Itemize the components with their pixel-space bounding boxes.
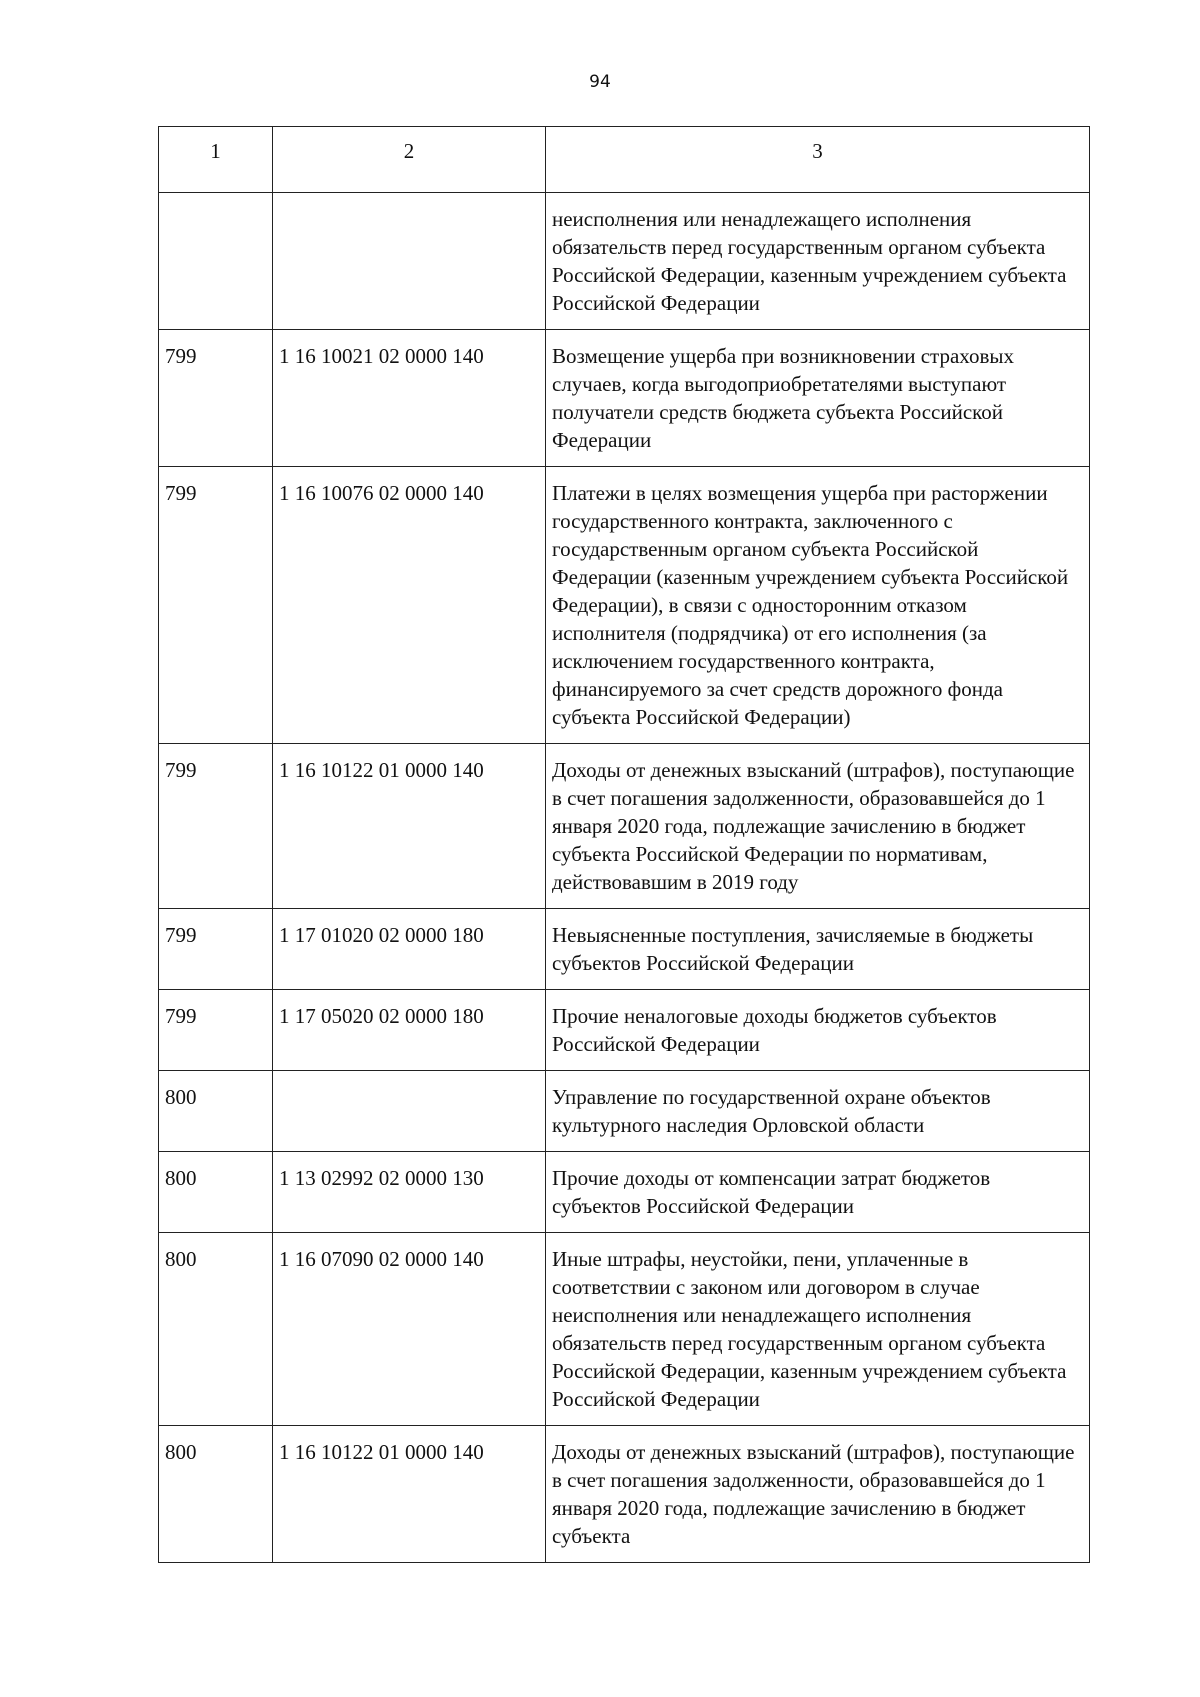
header-col-2: 2 [273,127,546,193]
table-row [159,193,1090,330]
admin-code-cell [159,193,273,330]
admin-code-cell: 799 [159,744,273,909]
budget-code-cell: 1 16 10122 01 0000 140 [273,744,546,909]
table-row [159,1426,1090,1563]
table-row [159,467,1090,744]
budget-code-cell [273,1071,546,1152]
budget-code-cell: 1 13 02992 02 0000 130 [273,1152,546,1233]
description-cell: Доходы от денежных взысканий (штрафов), поступающие в счет погашения задолженности, образовавшейся до 1 января 2020 года, подлежащие зачислению в бюджет субъекта Российской Федерации по нормативам, действовавшим в 2019 году [546,744,1090,909]
page-number: 94 [589,72,611,92]
table-row [159,744,1090,909]
description-cell: Управление по государственной охране объектов культурного наследия Орловской области [546,1071,1090,1152]
budget-code-cell: 1 16 07090 02 0000 140 [273,1233,546,1426]
table-row [159,1071,1090,1152]
budget-code-cell: 1 17 05020 02 0000 180 [273,990,546,1071]
description-cell: Доходы от денежных взысканий (штрафов), поступающие в счет погашения задолженности, образовавшейся до 1 января 2020 года, подлежащие зачислению в бюджет субъекта [546,1426,1090,1563]
description-cell: Прочие неналоговые доходы бюджетов субъектов Российской Федерации [546,990,1090,1071]
header-col-1: 1 [159,127,273,193]
table-row [159,909,1090,990]
admin-code-cell: 799 [159,330,273,467]
budget-code-cell: 1 16 10122 01 0000 140 [273,1426,546,1563]
description-cell: неисполнения или ненадлежащего исполнения обязательств перед государственным органом субъекта Российской Федерации, казенным учреждением субъекта Российской Федерации [546,193,1090,330]
admin-code-cell: 799 [159,909,273,990]
table-row [159,1152,1090,1233]
description-cell: Возмещение ущерба при возникновении страховых случаев, когда выгодоприобретателями выступают получатели средств бюджета субъекта Российской Федерации [546,330,1090,467]
header-col-3: 3 [546,127,1090,193]
admin-code-cell: 800 [159,1152,273,1233]
table-row [159,330,1090,467]
table-row [159,990,1090,1071]
admin-code-cell: 800 [159,1233,273,1426]
budget-code-cell [273,193,546,330]
description-cell: Прочие доходы от компенсации затрат бюджетов субъектов Российской Федерации [546,1152,1090,1233]
admin-code-cell: 800 [159,1426,273,1563]
revenue-codes-table [158,126,1090,1563]
admin-code-cell: 800 [159,1071,273,1152]
budget-code-cell: 1 17 01020 02 0000 180 [273,909,546,990]
description-cell: Иные штрафы, неустойки, пени, уплаченные в соответствии с законом или договором в случае неисполнения или ненадлежащего исполнения обязательств перед государственным органом субъекта Российской Федерации, казенным учреждением субъекта Российской Федерации [546,1233,1090,1426]
table-row [159,1233,1090,1426]
table-header-row [159,127,1090,193]
description-cell: Платежи в целях возмещения ущерба при расторжении государственного контракта, заключенного с государственным органом субъекта Российской Федерации (казенным учреждением субъекта Российской Федерации), в связи с односторонним отказом исполнителя (подрядчика) от его исполнения (за исключением государственного контракта, финансируемого за счет средств дорожного фонда субъекта Российской Федерации) [546,467,1090,744]
description-cell: Невыясненные поступления, зачисляемые в бюджеты субъектов Российской Федерации [546,909,1090,990]
admin-code-cell: 799 [159,990,273,1071]
admin-code-cell: 799 [159,467,273,744]
budget-code-cell: 1 16 10021 02 0000 140 [273,330,546,467]
budget-code-cell: 1 16 10076 02 0000 140 [273,467,546,744]
